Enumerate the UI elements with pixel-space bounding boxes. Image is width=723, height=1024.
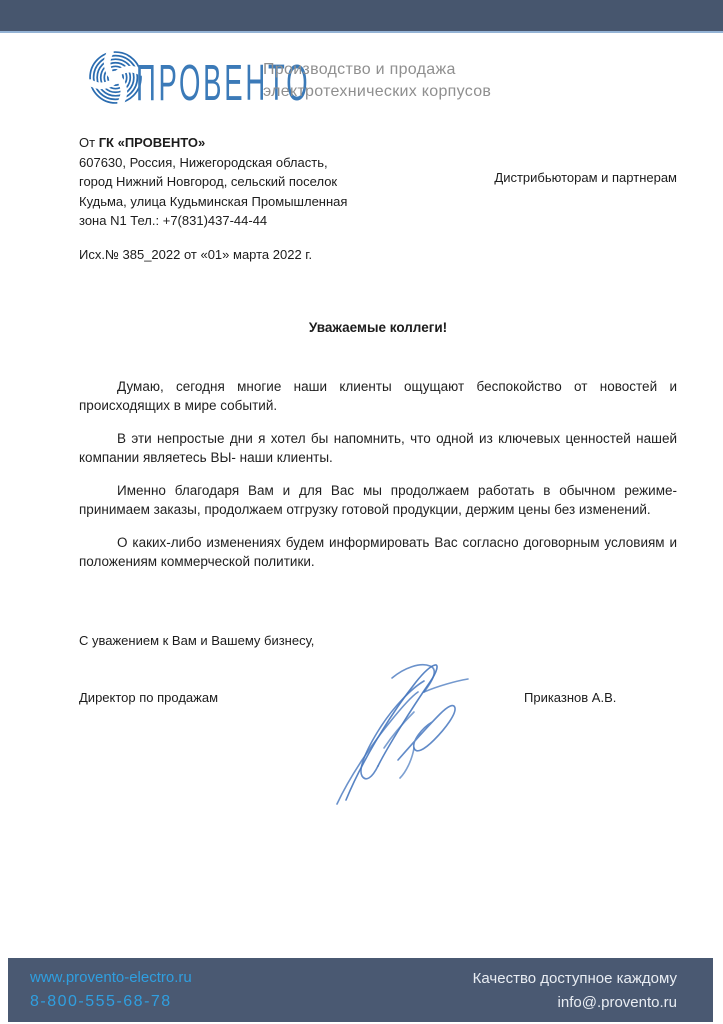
handwritten-signature [328, 648, 478, 806]
sender-address-block [79, 133, 347, 231]
paragraph-2: В эти непростые дни я хотел бы напомнить, что одной из ключевых ценностей нашей компании являетесь ВЫ- наши клиенты. [79, 431, 677, 465]
footer-contact-left [30, 969, 192, 1011]
salutation: Уважаемые коллеги! [308, 320, 448, 335]
footer-contact-right [473, 970, 677, 1011]
footer-website-link: www.provento-electro.ru [30, 969, 192, 986]
sender-address-line-3: Кудьма, улица Кудьминская Промышленная [79, 193, 348, 209]
company-tagline [263, 59, 491, 103]
top-decorative-bar [0, 0, 723, 33]
recipient-line: Дистрибьюторам и партнерам [494, 170, 677, 185]
footer-email: info@.provento.ru [557, 993, 677, 1011]
letter-body [79, 377, 677, 585]
outgoing-ref-line: Исх.№ 385_2022 от «01» марта 2022 г. [79, 247, 313, 262]
footer-bar [8, 958, 713, 1022]
tagline-line-1: Производство и продажа [263, 61, 456, 78]
closing-line: С уважением к Вам и Вашему бизнесу, [79, 633, 315, 648]
from-prefix: От [79, 135, 99, 150]
signer-title: Директор по продажам [79, 690, 219, 705]
paragraph-3: Именно благодаря Вам и для Вас мы продолжаем работать в обычном режиме- принимаем заказы, продолжаем отгрузку готовой продукции, держим цены без изменений. [79, 483, 677, 517]
paragraph-4: О каких-либо изменениях будем информировать Вас согласно договорным условиям и положениям коммерческой политики. [79, 535, 677, 569]
sender-from-line [79, 133, 347, 153]
provento-wordmark: ПРОВЕНТО [136, 53, 311, 112]
sender-address-line-1: 607630, Россия, Нижегородская область, [79, 154, 328, 170]
paragraph-1: Думаю, сегодня многие наши клиенты ощущают беспокойство от новостей и происходящих в мире событий. [79, 379, 677, 413]
footer-slogan: Качество доступное каждому [472, 969, 677, 987]
footer-phone-number: 8-800-555-68-78 [30, 993, 172, 1010]
sender-company-name: ГК «ПРОВЕНТО» [98, 135, 206, 150]
tagline-line-2: электротехнических корпусов [263, 83, 492, 100]
sender-address-line-4: зона N1 Тел.: +7(831)437-44-44 [79, 213, 268, 228]
signer-name: Приказнов А.В. [524, 690, 617, 705]
sender-address-line-2: город Нижний Новгород, сельский поселок [79, 174, 338, 189]
